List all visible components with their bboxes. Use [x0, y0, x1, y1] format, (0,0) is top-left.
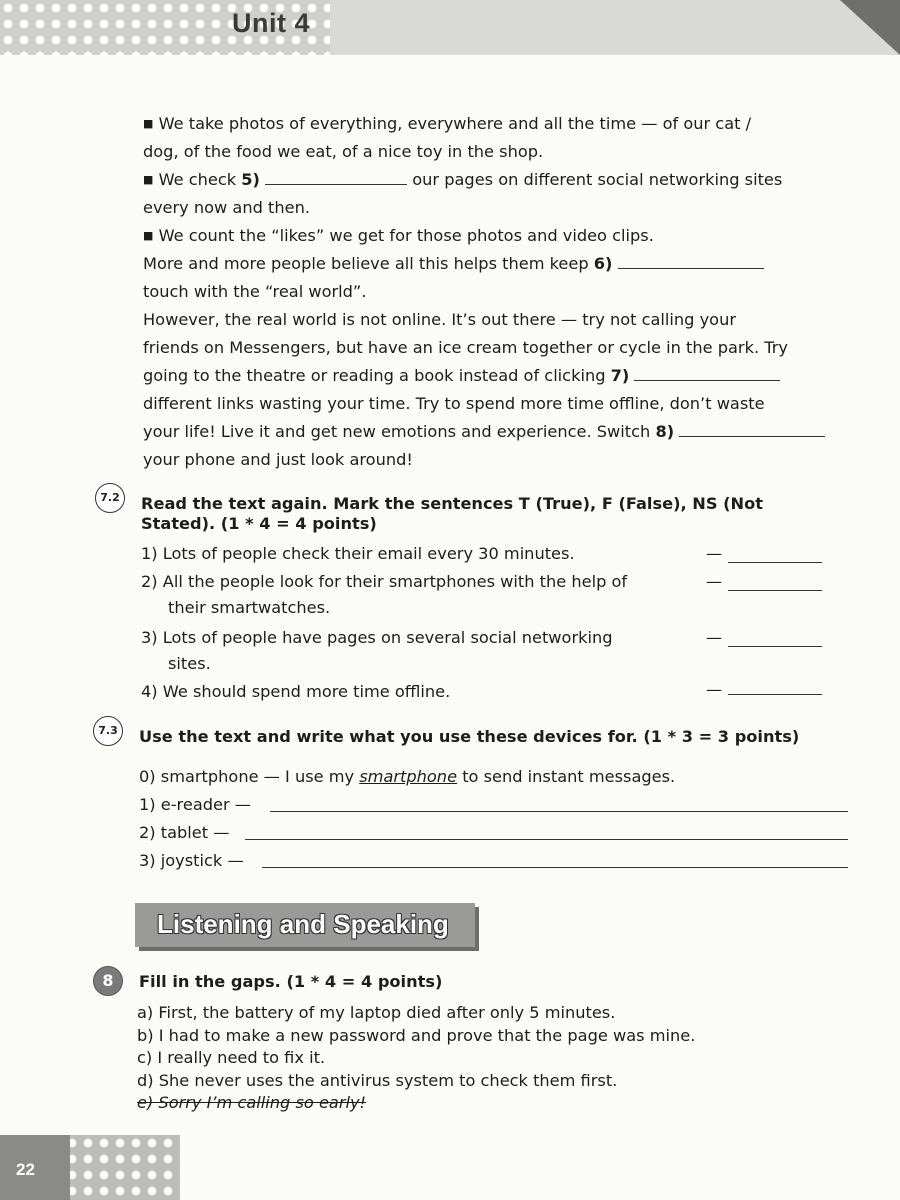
task-7-3-item-1: 1) e-reader — [139, 795, 251, 814]
task-7-3-answer-1[interactable] [270, 811, 848, 812]
task-8-option-e-crossed: e) Sorry I’m calling so early! [137, 1093, 367, 1112]
reading-para-2-line-1: However, the real world is not online. It’s out there — try not calling your [143, 310, 736, 329]
header-corner-decoration [840, 0, 900, 55]
task-7-2-item-2: 2) All the people look for their smartphones with the help of [141, 572, 628, 591]
unit-title: Unit 4 [232, 8, 311, 38]
reading-bullet-3: ■ We count the “likes” we get for those photos and video clips. [143, 226, 654, 245]
task-7-3-example: 0) smartphone — I use my smartphone to send instant messages. [139, 767, 676, 786]
reading-bullet-1-cont: dog, of the food we eat, of a nice toy in the shop. [143, 142, 544, 161]
task-7-2-item-2-cont: their smartwatches. [168, 598, 331, 617]
reading-para-2-line-5: your life! Live it and get new emotions and experience. Switch 8) [143, 422, 825, 442]
reading-bullet-1: ■ We take photos of everything, everywhere and all the time — of our cat / [143, 114, 752, 133]
task-7-3-item-2: 2) tablet — [139, 823, 230, 842]
reading-para-1: More and more people believe all this helps them keep 6) [143, 254, 764, 274]
reading-bullet-2: ■ We check 5) our pages on different social networking sites [143, 170, 783, 189]
task-7-2-answer-1[interactable] [728, 562, 822, 563]
gap-8-blank[interactable] [679, 422, 825, 437]
task-7-3-answer-3[interactable] [262, 867, 848, 868]
gap-5-blank[interactable] [265, 170, 407, 185]
task-7-2-dash-1: — [706, 544, 722, 563]
footer-page-block [0, 1135, 70, 1200]
task-8-option-a: a) First, the battery of my laptop died after only 5 minutes. [137, 1003, 616, 1022]
section-title: Listening and Speaking [157, 909, 449, 939]
task-7-2-answer-4[interactable] [728, 694, 822, 695]
reading-para-1-cont: touch with the “real world”. [143, 282, 367, 301]
gap-6-blank[interactable] [618, 254, 764, 269]
task-7-2-item-3-cont: sites. [168, 654, 211, 673]
reading-para-2-line-4: different links wasting your time. Try to spend more time offline, don’t waste [143, 394, 765, 413]
reading-para-2-line-3: going to the theatre or reading a book instead of clicking 7) [143, 366, 780, 386]
task-7-2-dash-2: — [706, 572, 722, 591]
section-banner-listening-speaking [135, 903, 475, 947]
task-7-3-instruction: Use the text and write what you use these devices for. (1 * 3 = 3 points) [139, 727, 800, 746]
task-8-option-c: c) I really need to fix it. [137, 1048, 326, 1067]
task-7-3-answer-2[interactable] [245, 839, 848, 840]
page-number: 22 [16, 1160, 35, 1179]
task-7-3-item-3: 3) joystick — [139, 851, 244, 870]
reading-para-2-line-6: your phone and just look around! [143, 450, 413, 469]
task-7-2-instruction-cont: Stated). (1 * 4 = 4 points) [141, 514, 377, 533]
task-8-option-d: d) She never uses the antivirus system to check them first. [137, 1071, 618, 1090]
task-7-2-answer-3[interactable] [728, 646, 822, 647]
task-7-2-item-4: 4) We should spend more time offline. [141, 682, 451, 701]
task-7-2-instruction: Read the text again. Mark the sentences T (True), F (False), NS (Not [141, 494, 763, 513]
task-7-2-answer-2[interactable] [728, 590, 822, 591]
task-8-badge: 8 [93, 966, 123, 996]
task-7-2-item-3: 3) Lots of people have pages on several social networking [141, 628, 613, 647]
task-8-instruction: Fill in the gaps. (1 * 4 = 4 points) [139, 972, 443, 991]
task-7-2-dash-3: — [706, 628, 722, 647]
task-7-2-dash-4: — [706, 680, 722, 699]
task-7-2-badge: 7.2 [95, 483, 125, 513]
reading-para-2-line-2: friends on Messengers, but have an ice cream together or cycle in the park. Try [143, 338, 788, 357]
task-7-2-item-1: 1) Lots of people check their email every 30 minutes. [141, 544, 575, 563]
gap-7-blank[interactable] [634, 366, 780, 381]
reading-bullet-2-cont: every now and then. [143, 198, 310, 217]
task-7-3-badge: 7.3 [93, 716, 123, 746]
task-8-option-b: b) I had to make a new password and prove that the page was mine. [137, 1026, 696, 1045]
